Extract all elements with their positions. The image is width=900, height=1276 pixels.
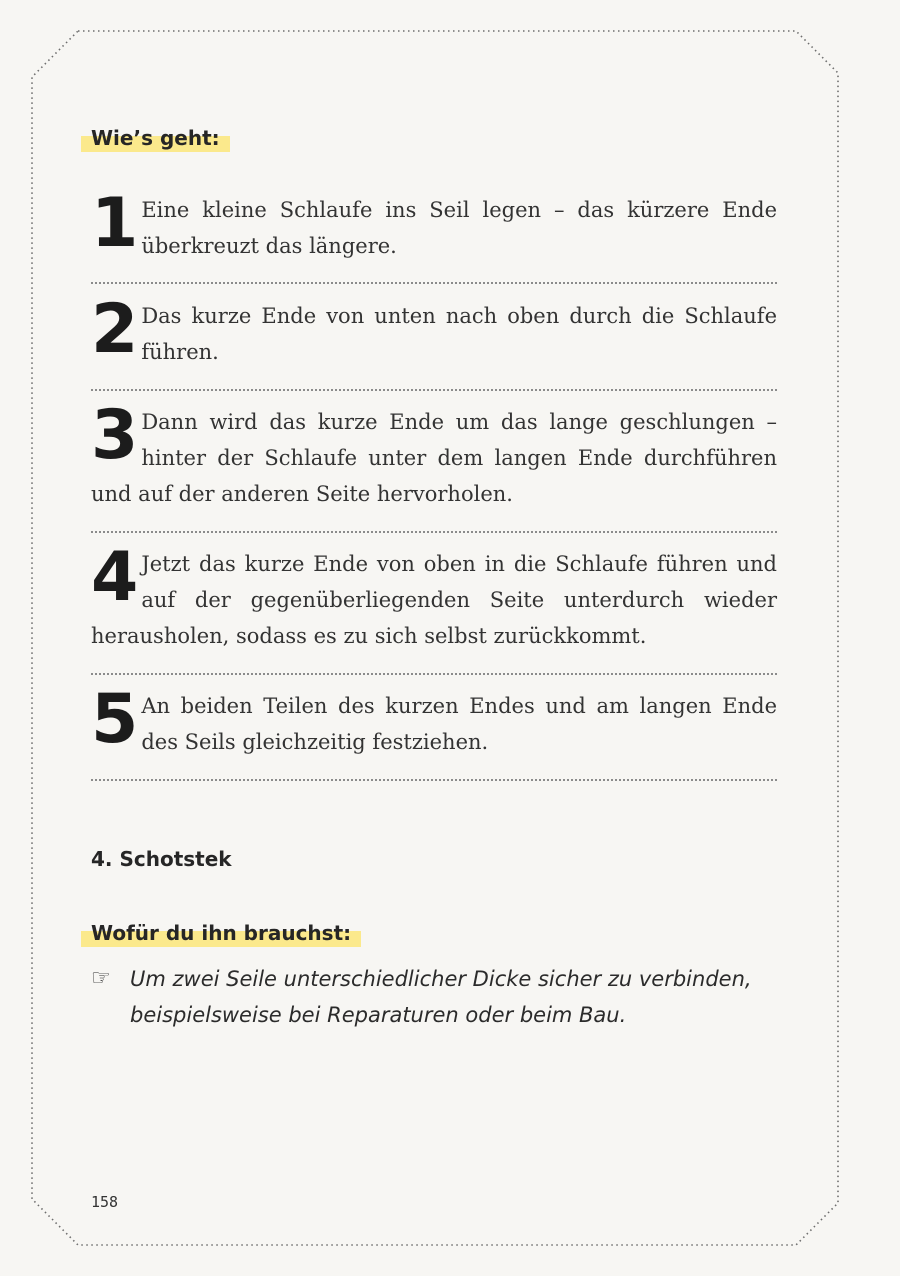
- step-text: Das kurze Ende von unten nach oben durch die Schlaufe führen.: [141, 304, 777, 364]
- step-3: [91, 396, 777, 512]
- step-1: [91, 184, 777, 264]
- purpose-bullet: [91, 961, 777, 1033]
- section-title: 4. Schotstek: [91, 847, 232, 871]
- step-2: [91, 290, 777, 370]
- step-number: 5: [91, 680, 139, 759]
- step-number: 4: [91, 538, 139, 617]
- step-4: [91, 538, 777, 654]
- step-text: Eine kleine Schlaufe ins Seil legen – das kürzere Ende überkreuzt das längere.: [141, 198, 777, 258]
- step-divider: [91, 531, 777, 533]
- page-number: 158: [91, 1193, 119, 1211]
- step-text: Dann wird das kurze Ende um das lange geschlungen – hinter der Schlaufe unter dem langen Ende durchführen und auf der anderen Seite hervorholen.: [91, 410, 777, 506]
- step-divider: [91, 673, 777, 675]
- step-5: [91, 680, 777, 760]
- purpose-heading: Wofür du ihn brauchst:: [81, 918, 361, 948]
- pointing-hand-icon: ☞: [91, 966, 111, 991]
- step-number: 2: [91, 290, 139, 369]
- step-text: Jetzt das kurze Ende von oben in die Schlaufe führen und auf der gegenüberliegenden Seite unterdurch wieder herausholen, sodass es zu sich selbst zurückkommt.: [91, 552, 777, 648]
- how-to-heading: Wie’s geht:: [81, 123, 230, 153]
- purpose-text: Um zwei Seile unterschiedlicher Dicke sicher zu verbinden, beispielsweise bei Reparaturen oder beim Bau.: [130, 967, 752, 1027]
- step-divider: [91, 282, 777, 284]
- step-divider: [91, 779, 777, 781]
- step-text: An beiden Teilen des kurzen Endes und am langen Ende des Seils gleichzeitig festziehen.: [141, 694, 777, 754]
- step-number: 3: [91, 396, 139, 475]
- step-number: 1: [91, 184, 139, 263]
- step-divider: [91, 389, 777, 391]
